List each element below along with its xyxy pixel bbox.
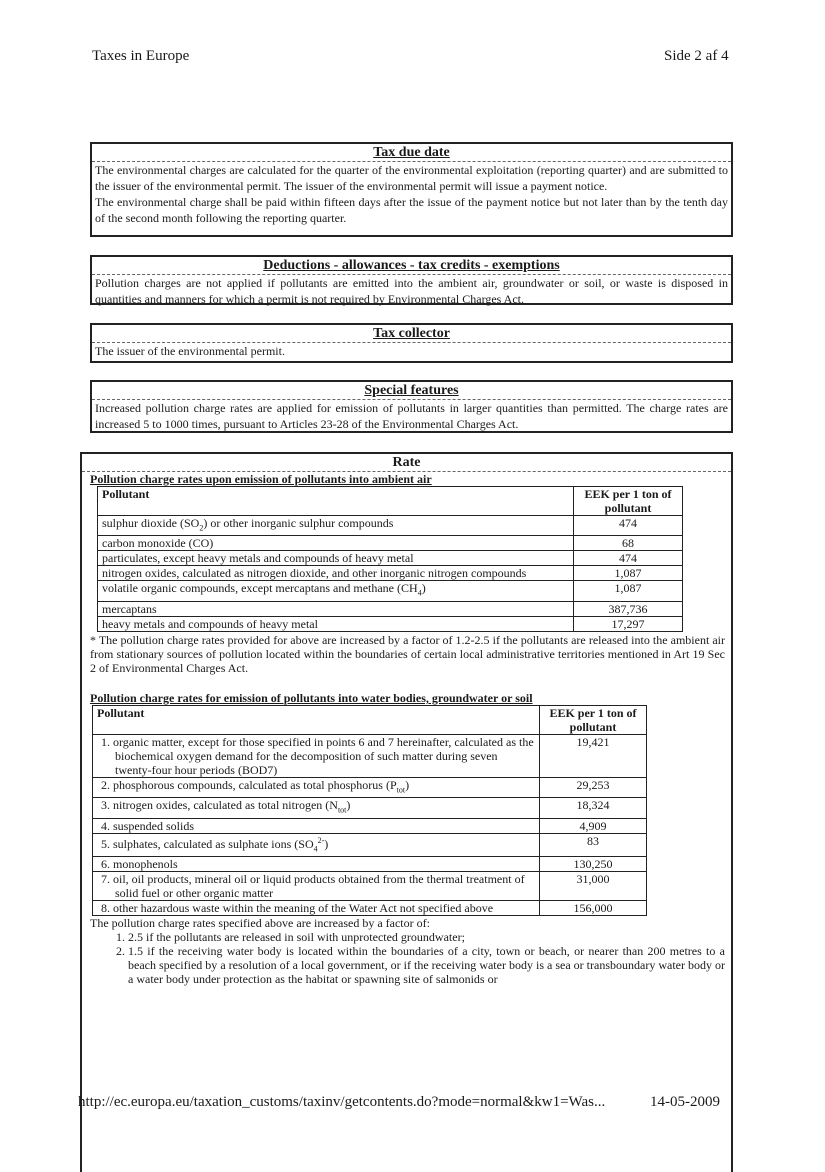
list-item: 2. 1.5 if the receiving water body is located within the boundaries of a city, town or beach, or nearer than 200 metres to a beach specified by a resolution of a local government, or if the receiving water body is a sea or transboundary water body or a water body under protection as the habitat or spawning site of salmonids or bbox=[128, 944, 725, 986]
rate-value: 29,253 bbox=[540, 777, 647, 797]
rate-value: 83 bbox=[540, 833, 647, 856]
table-row bbox=[98, 536, 683, 551]
item-number: 4. bbox=[101, 818, 110, 833]
rate-value: 18,324 bbox=[540, 798, 647, 818]
air-rates-table bbox=[97, 486, 683, 632]
table-row bbox=[98, 551, 683, 566]
table-row bbox=[93, 833, 647, 856]
section-title: Tax due date bbox=[92, 144, 731, 162]
pollutant-name-suffix: ) bbox=[405, 777, 410, 792]
item-number: 6. bbox=[101, 856, 110, 871]
rate-value: 474 bbox=[574, 516, 683, 536]
section-title: Special features bbox=[92, 382, 731, 400]
pollutant-cell bbox=[98, 601, 574, 616]
pollutant-name-suffix: ) bbox=[346, 798, 351, 813]
footer-date: 14-05-2009 bbox=[650, 1094, 720, 1110]
pollutant-cell bbox=[98, 536, 574, 551]
rate-value: 17,297 bbox=[574, 616, 683, 631]
pollutant-name: other hazardous waste within the meaning of the Water Act not specified above bbox=[113, 900, 494, 915]
pollutant-cell bbox=[93, 798, 540, 818]
table-row bbox=[93, 798, 647, 818]
table-row bbox=[98, 581, 683, 601]
table-row bbox=[93, 856, 647, 871]
water-note-intro: The pollution charge rates specified above are increased by a factor of: bbox=[90, 915, 430, 930]
rate-value: 4,909 bbox=[540, 818, 647, 833]
water-table-heading: Pollution charge rates for emission of pollutants into water bodies, groundwater or soil bbox=[90, 690, 533, 705]
pollutant-cell bbox=[93, 777, 540, 797]
pollutant-name: monophenols bbox=[113, 856, 178, 871]
item-number: 3. bbox=[101, 798, 110, 813]
column-header-pollutant: Pollutant bbox=[98, 487, 574, 516]
subscript: tot bbox=[337, 805, 347, 815]
item-number: 7. bbox=[101, 871, 110, 886]
rate-value: 1,087 bbox=[574, 581, 683, 601]
pollutant-name: volatile organic compounds, except mercaptans and methane (CH bbox=[102, 581, 418, 596]
water-rates-table bbox=[92, 705, 647, 916]
column-header-rate: EEK per 1 ton of pollutant bbox=[540, 705, 647, 734]
pollutant-name: oil, oil products, mineral oil or liquid products obtained from the thermal treatment of solid fuel or other organic matter bbox=[113, 871, 525, 900]
list-item: 1. 2.5 if the pollutants are released in soil with unprotected groundwater; bbox=[128, 930, 725, 944]
column-header-rate: EEK per 1 ton of pollutant bbox=[574, 487, 683, 516]
pollutant-cell bbox=[93, 818, 540, 833]
tax-collector-section bbox=[90, 323, 733, 363]
item-number: 1. bbox=[101, 734, 110, 749]
section-title: Deductions - allowances - tax credits - exemptions bbox=[92, 257, 731, 275]
pollutant-name: particulates, except heavy metals and compounds of heavy metal bbox=[102, 551, 414, 566]
paragraph: The environmental charges are calculated for the quarter of the environmental exploitation (reporting quarter) and are submitted to the issuer of the environmental permit. The issuer of the environmental permit will issue a payment notice. bbox=[95, 163, 728, 193]
water-note-list bbox=[90, 930, 725, 986]
table-row bbox=[93, 734, 647, 777]
table-row bbox=[93, 777, 647, 797]
pollutant-cell bbox=[98, 516, 574, 536]
pollutant-name: nitrogen oxides, calculated as nitrogen dioxide, and other inorganic nitrogen compounds bbox=[102, 566, 527, 581]
pollutant-cell bbox=[93, 833, 540, 856]
footer-url: http://ec.europa.eu/taxation_customs/taxinv/getcontents.do?mode=normal&kw1=Was... bbox=[78, 1094, 606, 1110]
section-title: Rate bbox=[82, 454, 731, 472]
header-title: Taxes in Europe bbox=[92, 48, 190, 64]
air-note: * The pollution charge rates provided for above are increased by a factor of 1.2-2.5 if the pollutants are released into the ambient air from stationary sources of pollution located within the boundaries of certain local administrative territories mentioned in Art 19 Sec 2 of Environmental Charges Act. bbox=[90, 632, 725, 675]
item-number: 2. bbox=[101, 777, 110, 792]
subscript: 4 bbox=[313, 843, 318, 853]
tax-due-date-section bbox=[90, 142, 733, 237]
superscript: 2- bbox=[317, 835, 325, 845]
pollutant-cell bbox=[98, 566, 574, 581]
pollutant-cell bbox=[93, 900, 540, 915]
paragraph: The issuer of the environmental permit. bbox=[95, 344, 285, 358]
table-row bbox=[93, 818, 647, 833]
subscript: tot bbox=[396, 785, 406, 795]
pollutant-name: nitrogen oxides, calculated as total nitrogen (N bbox=[113, 798, 338, 813]
pollutant-name: suspended solids bbox=[113, 818, 194, 833]
rate-value: 474 bbox=[574, 551, 683, 566]
rate-section bbox=[80, 452, 733, 1172]
subscript: 2 bbox=[199, 523, 204, 533]
pollutant-cell bbox=[93, 856, 540, 871]
pollutant-name: sulphur dioxide (SO bbox=[102, 516, 200, 530]
pollutant-name-suffix: ) bbox=[421, 581, 426, 596]
pollutant-cell bbox=[98, 616, 574, 631]
pollutant-cell bbox=[98, 551, 574, 566]
subscript: 4 bbox=[417, 588, 422, 598]
table-header-row bbox=[98, 487, 683, 516]
pollutant-name: heavy metals and compounds of heavy metal bbox=[102, 616, 318, 631]
pollutant-cell bbox=[98, 581, 574, 601]
page-number: Side 2 af 4 bbox=[664, 48, 729, 64]
pollutant-name-suffix: ) bbox=[324, 836, 329, 851]
pollutant-cell bbox=[93, 871, 540, 900]
pollutant-name-suffix: ) or other inorganic sulphur compounds bbox=[203, 516, 394, 530]
paragraph: Pollution charges are not applied if pollutants are emitted into the ambient air, groundwater or soil, or waste is disposed in quantities and manners for which a permit is not required by Environmental Charges Act. bbox=[95, 276, 728, 306]
item-number: 5. bbox=[101, 836, 110, 851]
table-header-row bbox=[93, 705, 647, 734]
pollutant-name: mercaptans bbox=[102, 601, 157, 616]
pollutant-name: phosphorous compounds, calculated as total phosphorus (P bbox=[113, 777, 397, 792]
air-table-heading: Pollution charge rates upon emission of pollutants into ambient air bbox=[90, 472, 432, 486]
rate-value: 156,000 bbox=[540, 900, 647, 915]
pollutant-cell bbox=[93, 734, 540, 777]
rate-value: 31,000 bbox=[540, 871, 647, 900]
paragraph: The environmental charge shall be paid within fifteen days after the issue of the payment notice but not later than by the tenth day of the second month following the reporting quarter. bbox=[95, 195, 728, 225]
pollutant-name: carbon monoxide (CO) bbox=[102, 536, 214, 551]
deductions-section bbox=[90, 255, 733, 305]
table-row bbox=[98, 566, 683, 581]
rate-value: 68 bbox=[574, 536, 683, 551]
rate-value: 387,736 bbox=[574, 601, 683, 616]
item-number: 8. bbox=[101, 900, 110, 915]
rate-value: 19,421 bbox=[540, 734, 647, 777]
pollutant-name: sulphates, calculated as sulphate ions (SO bbox=[113, 836, 314, 851]
table-row bbox=[93, 900, 647, 915]
table-row bbox=[98, 601, 683, 616]
pollutant-name: organic matter, except for those specified in points 6 and 7 hereinafter, calculated as the biochemical oxygen demand for the decomposition of such matter during seven twenty-four hour periods (BOD7) bbox=[113, 734, 534, 777]
paragraph: Increased pollution charge rates are applied for emission of pollutants in larger quantities than permitted. The charge rates are increased 5 to 1000 times, pursuant to Articles 23-28 of the Environmental Charges Act. bbox=[95, 401, 728, 431]
table-row bbox=[93, 871, 647, 900]
special-features-section bbox=[90, 380, 733, 433]
table-row bbox=[98, 516, 683, 536]
rate-value: 1,087 bbox=[574, 566, 683, 581]
section-title: Tax collector bbox=[92, 325, 731, 343]
table-row bbox=[98, 616, 683, 631]
rate-value: 130,250 bbox=[540, 856, 647, 871]
column-header-pollutant: Pollutant bbox=[93, 705, 540, 734]
